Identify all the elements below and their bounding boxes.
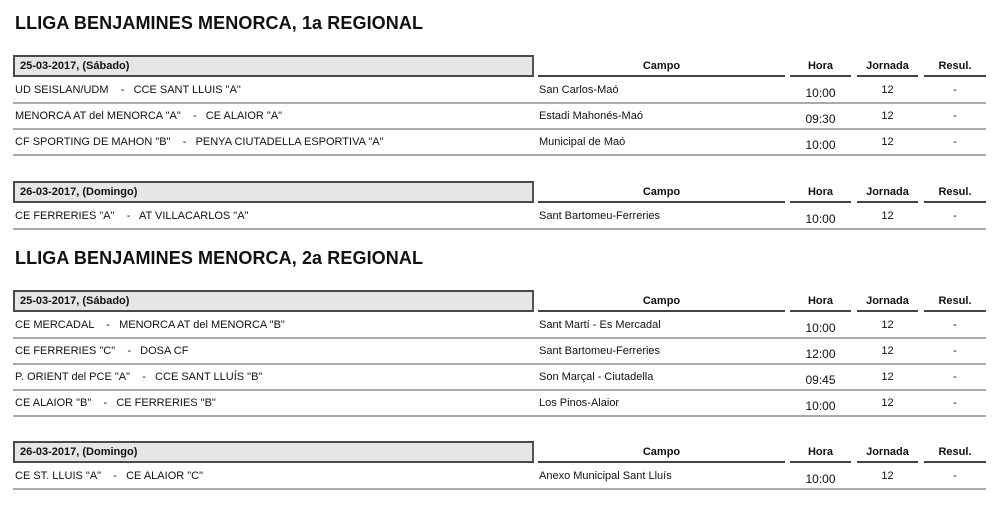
match-result: - xyxy=(953,319,957,331)
column-header-resul: Resul. xyxy=(924,445,986,463)
match-hora: 10:00 xyxy=(805,321,836,335)
match-jornada: 12 xyxy=(881,470,894,482)
match-hora: 10:00 xyxy=(805,86,836,100)
league-title-1a-regional: LLIGA BENJAMINES MENORCA, 1a REGIONAL xyxy=(15,13,424,33)
match-teams: CE ALAIOR "B" - CE FERRERIES "B" xyxy=(15,397,216,409)
column-header-hora: Hora xyxy=(790,445,851,463)
match-hora: 10:00 xyxy=(805,399,836,413)
column-header-hora: Hora xyxy=(790,185,851,203)
match-campo: Los Pinos-Alaior xyxy=(539,397,620,409)
match-teams: UD SEISLAN/UDM - CCE SANT LLUIS "A" xyxy=(15,84,241,96)
date-label: 26-03-2017, (Domingo) xyxy=(13,181,534,203)
day-block-2a-sabado xyxy=(13,290,986,417)
match-campo: Anexo Municipal Sant Lluís xyxy=(539,470,672,482)
column-header-campo: Campo xyxy=(538,294,785,312)
column-header-resul: Resul. xyxy=(924,294,986,312)
match-row xyxy=(13,313,986,339)
match-jornada: 12 xyxy=(881,319,894,331)
match-jornada: 12 xyxy=(881,210,894,222)
match-teams: CE FERRERIES "A" - AT VILLACARLOS "A" xyxy=(15,210,249,222)
match-campo: San Carlos-Maó xyxy=(539,84,619,96)
match-jornada: 12 xyxy=(881,397,894,409)
column-header-campo: Campo xyxy=(538,59,785,77)
match-teams: CE ST. LLUIS "A" - CE ALAIOR "C" xyxy=(15,470,204,482)
match-row xyxy=(13,78,986,104)
date-label: 25-03-2017, (Sábado) xyxy=(13,55,534,77)
match-hora: 12:00 xyxy=(805,347,836,361)
league-title-2a-regional: LLIGA BENJAMINES MENORCA, 2a REGIONAL xyxy=(15,248,424,268)
day-header xyxy=(13,55,986,78)
column-header-jornada: Jornada xyxy=(857,185,918,203)
match-row xyxy=(13,365,986,391)
match-teams: CE MERCADAL - MENORCA AT del MENORCA "B" xyxy=(15,319,285,331)
match-hora: 10:00 xyxy=(805,212,836,226)
column-header-resul: Resul. xyxy=(924,59,986,77)
match-jornada: 12 xyxy=(881,84,894,96)
match-row xyxy=(13,204,986,230)
match-result: - xyxy=(953,371,957,383)
match-campo: Municipal de Maó xyxy=(539,136,626,148)
match-result: - xyxy=(953,210,957,222)
day-block-1a-sabado xyxy=(13,55,986,156)
match-jornada: 12 xyxy=(881,110,894,122)
match-result: - xyxy=(953,345,957,357)
match-teams: CE FERRERIES "C" - DOSA CF xyxy=(15,345,189,357)
day-block-1a-domingo xyxy=(13,181,986,230)
match-row xyxy=(13,464,986,490)
match-hora: 10:00 xyxy=(805,138,836,152)
day-header xyxy=(13,181,986,204)
column-header-campo: Campo xyxy=(538,185,785,203)
match-row xyxy=(13,339,986,365)
date-label: 25-03-2017, (Sábado) xyxy=(13,290,534,312)
match-row xyxy=(13,104,986,130)
match-jornada: 12 xyxy=(881,136,894,148)
day-header xyxy=(13,290,986,313)
match-campo: Estadi Mahonés-Maó xyxy=(539,110,643,122)
match-hora: 09:30 xyxy=(805,112,836,126)
match-result: - xyxy=(953,470,957,482)
column-header-hora: Hora xyxy=(790,59,851,77)
date-label: 26-03-2017, (Domingo) xyxy=(13,441,534,463)
match-campo: Son Marçal - Ciutadella xyxy=(539,371,654,383)
day-header xyxy=(13,441,986,464)
column-header-jornada: Jornada xyxy=(857,445,918,463)
column-header-jornada: Jornada xyxy=(857,59,918,77)
match-result: - xyxy=(953,136,957,148)
match-row xyxy=(13,130,986,156)
match-hora: 10:00 xyxy=(805,472,836,486)
match-campo: Sant Bartomeu-Ferreries xyxy=(539,210,661,222)
match-result: - xyxy=(953,397,957,409)
match-teams: CF SPORTING DE MAHON "B" - PENYA CIUTADELLA ESPORTIVA "A" xyxy=(15,136,384,148)
column-header-campo: Campo xyxy=(538,445,785,463)
match-jornada: 12 xyxy=(881,345,894,357)
match-hora: 09:45 xyxy=(805,373,836,387)
column-header-resul: Resul. xyxy=(924,185,986,203)
match-campo: Sant Bartomeu-Ferreries xyxy=(539,345,661,357)
match-teams: P. ORIENT del PCE "A" - CCE SANT LLUÍS "B" xyxy=(15,371,263,383)
match-result: - xyxy=(953,110,957,122)
day-block-2a-domingo xyxy=(13,441,986,490)
match-jornada: 12 xyxy=(881,371,894,383)
column-header-hora: Hora xyxy=(790,294,851,312)
match-row xyxy=(13,391,986,417)
match-campo: Sant Martí - Es Mercadal xyxy=(539,319,661,331)
match-result: - xyxy=(953,84,957,96)
match-teams: MENORCA AT del MENORCA "A" - CE ALAIOR "A" xyxy=(15,110,283,122)
column-header-jornada: Jornada xyxy=(857,294,918,312)
